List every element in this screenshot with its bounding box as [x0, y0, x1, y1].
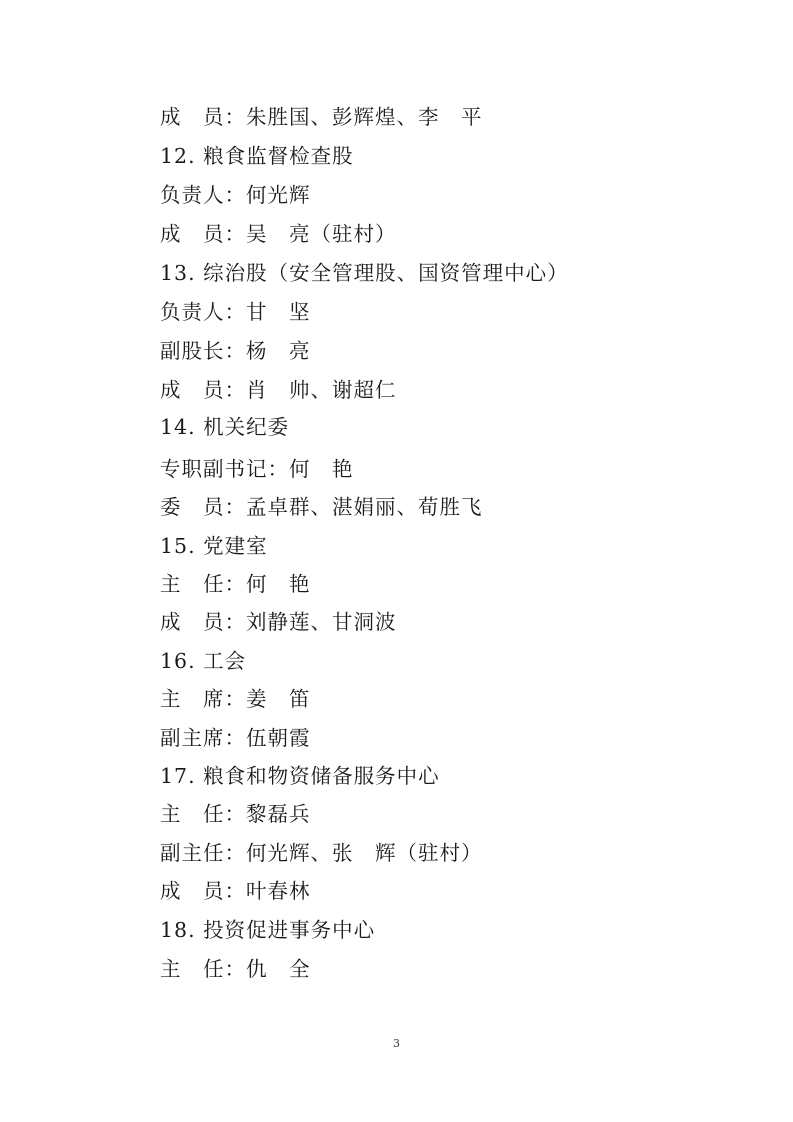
section-heading: 15. 党建室	[160, 534, 268, 558]
leader-line: 专职副书记：何 艳	[160, 457, 354, 481]
deputy-line: 副股长：杨 亮	[160, 339, 311, 363]
deputy-line: 副主任：何光辉、张 辉（驻村）	[160, 841, 483, 865]
member-line: 成 员：叶春林	[160, 879, 311, 903]
section-heading: 13. 综治股（安全管理股、国资管理中心）	[160, 261, 569, 285]
section-heading: 12. 粮食监督检查股	[160, 144, 354, 168]
leader-line: 主 任：仇 全	[160, 957, 311, 981]
leader-line: 主 席：姜 笛	[160, 687, 311, 711]
page-number: 3	[393, 1037, 400, 1050]
section-heading: 17. 粮食和物资储备服务中心	[160, 764, 440, 788]
section-heading: 16. 工会	[160, 649, 247, 673]
leader-line: 主 任：黎磊兵	[160, 802, 311, 826]
section-heading: 14. 机关纪委	[160, 415, 290, 439]
member-line: 委 员：孟卓群、湛娟丽、荀胜飞	[160, 495, 483, 519]
leader-line: 负责人：甘 坚	[160, 300, 311, 324]
deputy-line: 副主席：伍朝霞	[160, 726, 311, 750]
leader-line: 负责人：何光辉	[160, 183, 311, 207]
member-line: 成 员：朱胜国、彭辉煌、李 平	[160, 105, 483, 129]
leader-line: 主 任：何 艳	[160, 572, 311, 596]
member-line: 成 员：肖 帅、谢超仁	[160, 378, 397, 402]
section-heading: 18. 投资促进事务中心	[160, 918, 376, 942]
member-line: 成 员：吴 亮（驻村）	[160, 222, 397, 246]
member-line: 成 员：刘静莲、甘洞波	[160, 610, 397, 634]
